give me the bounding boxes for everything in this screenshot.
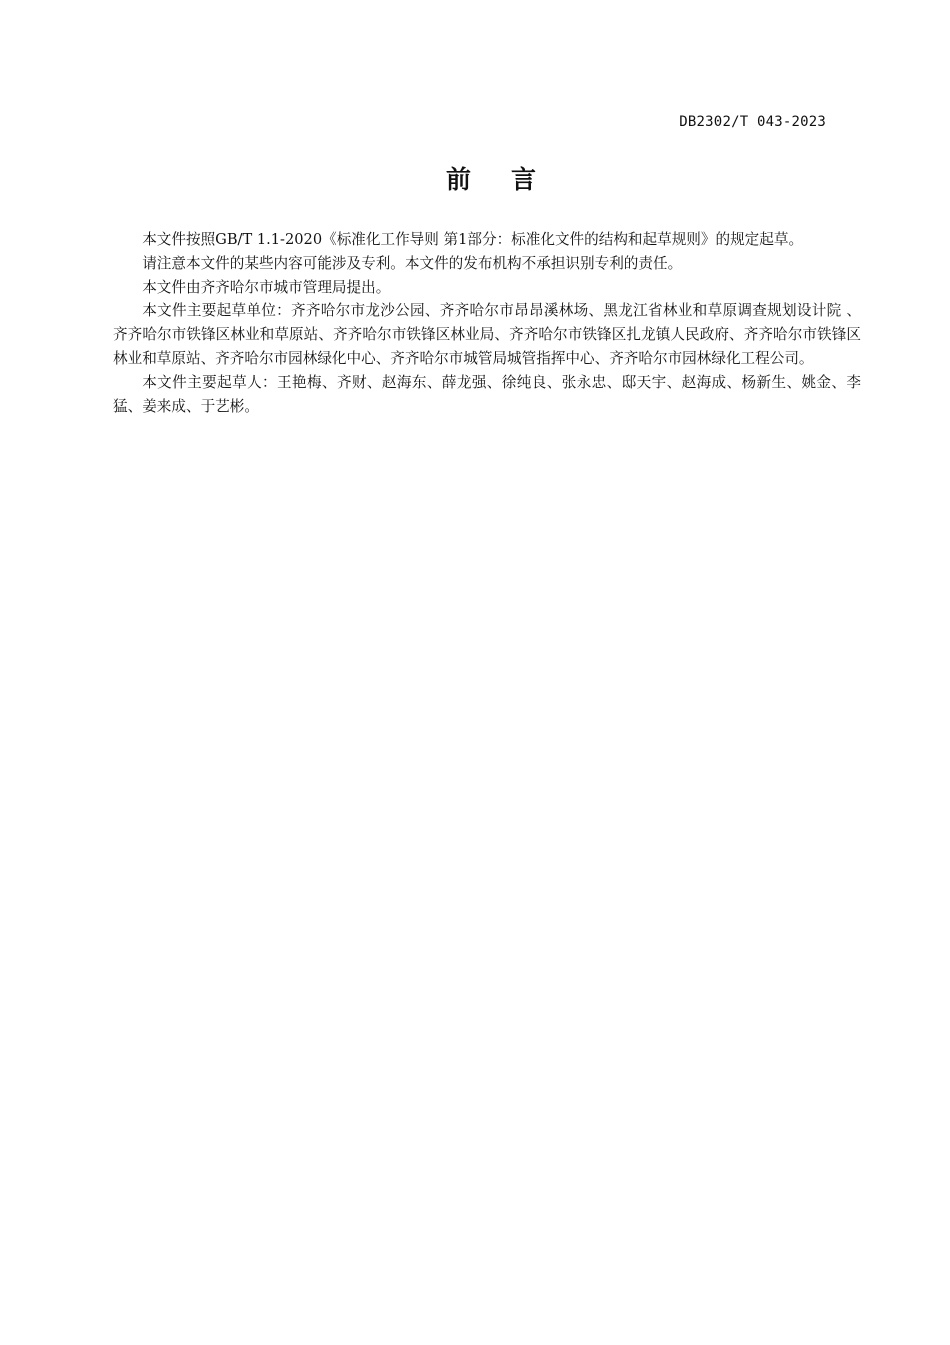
paragraph-patent-notice: 请注意本文件的某些内容可能涉及专利。本文件的发布机构不承担识别专利的责任。: [142, 254, 683, 272]
paragraph-drafting-rules: 本文件按照GB/T 1.1-2020《标准化工作导则 第1部分：标准化文件的结构和起草规则》的规定起草。: [142, 231, 804, 248]
paragraph-drafters: 本文件主要起草人：王艳梅、齐财、赵海东、薛龙强、徐纯良、张永忠、邸天宇、赵海成、杨新生、姚金、李猛、姜来成、于艺彬。: [113, 373, 861, 415]
preface-body: [113, 228, 861, 418]
paragraph-drafting-units: 本文件主要起草单位：齐齐哈尔市龙沙公园、齐齐哈尔市昂昂溪林场、黑龙江省林业和草原调查规划设计院 、齐齐哈尔市铁锋区林业和草原站、齐齐哈尔市铁锋区林业局、齐齐哈尔市铁锋区扎龙镇人民政府、齐齐哈尔市铁锋区林业和草原站、齐齐哈尔市园林绿化中心、齐齐哈尔市城管局城管指挥中心、齐齐哈尔市园林绿化工程公司。: [113, 302, 861, 367]
document-number: DB2302/T 043-2023: [679, 114, 826, 130]
paragraph-proposer: 本文件由齐齐哈尔市城市管理局提出。: [142, 278, 391, 296]
section-title: 前言: [445, 165, 576, 194]
